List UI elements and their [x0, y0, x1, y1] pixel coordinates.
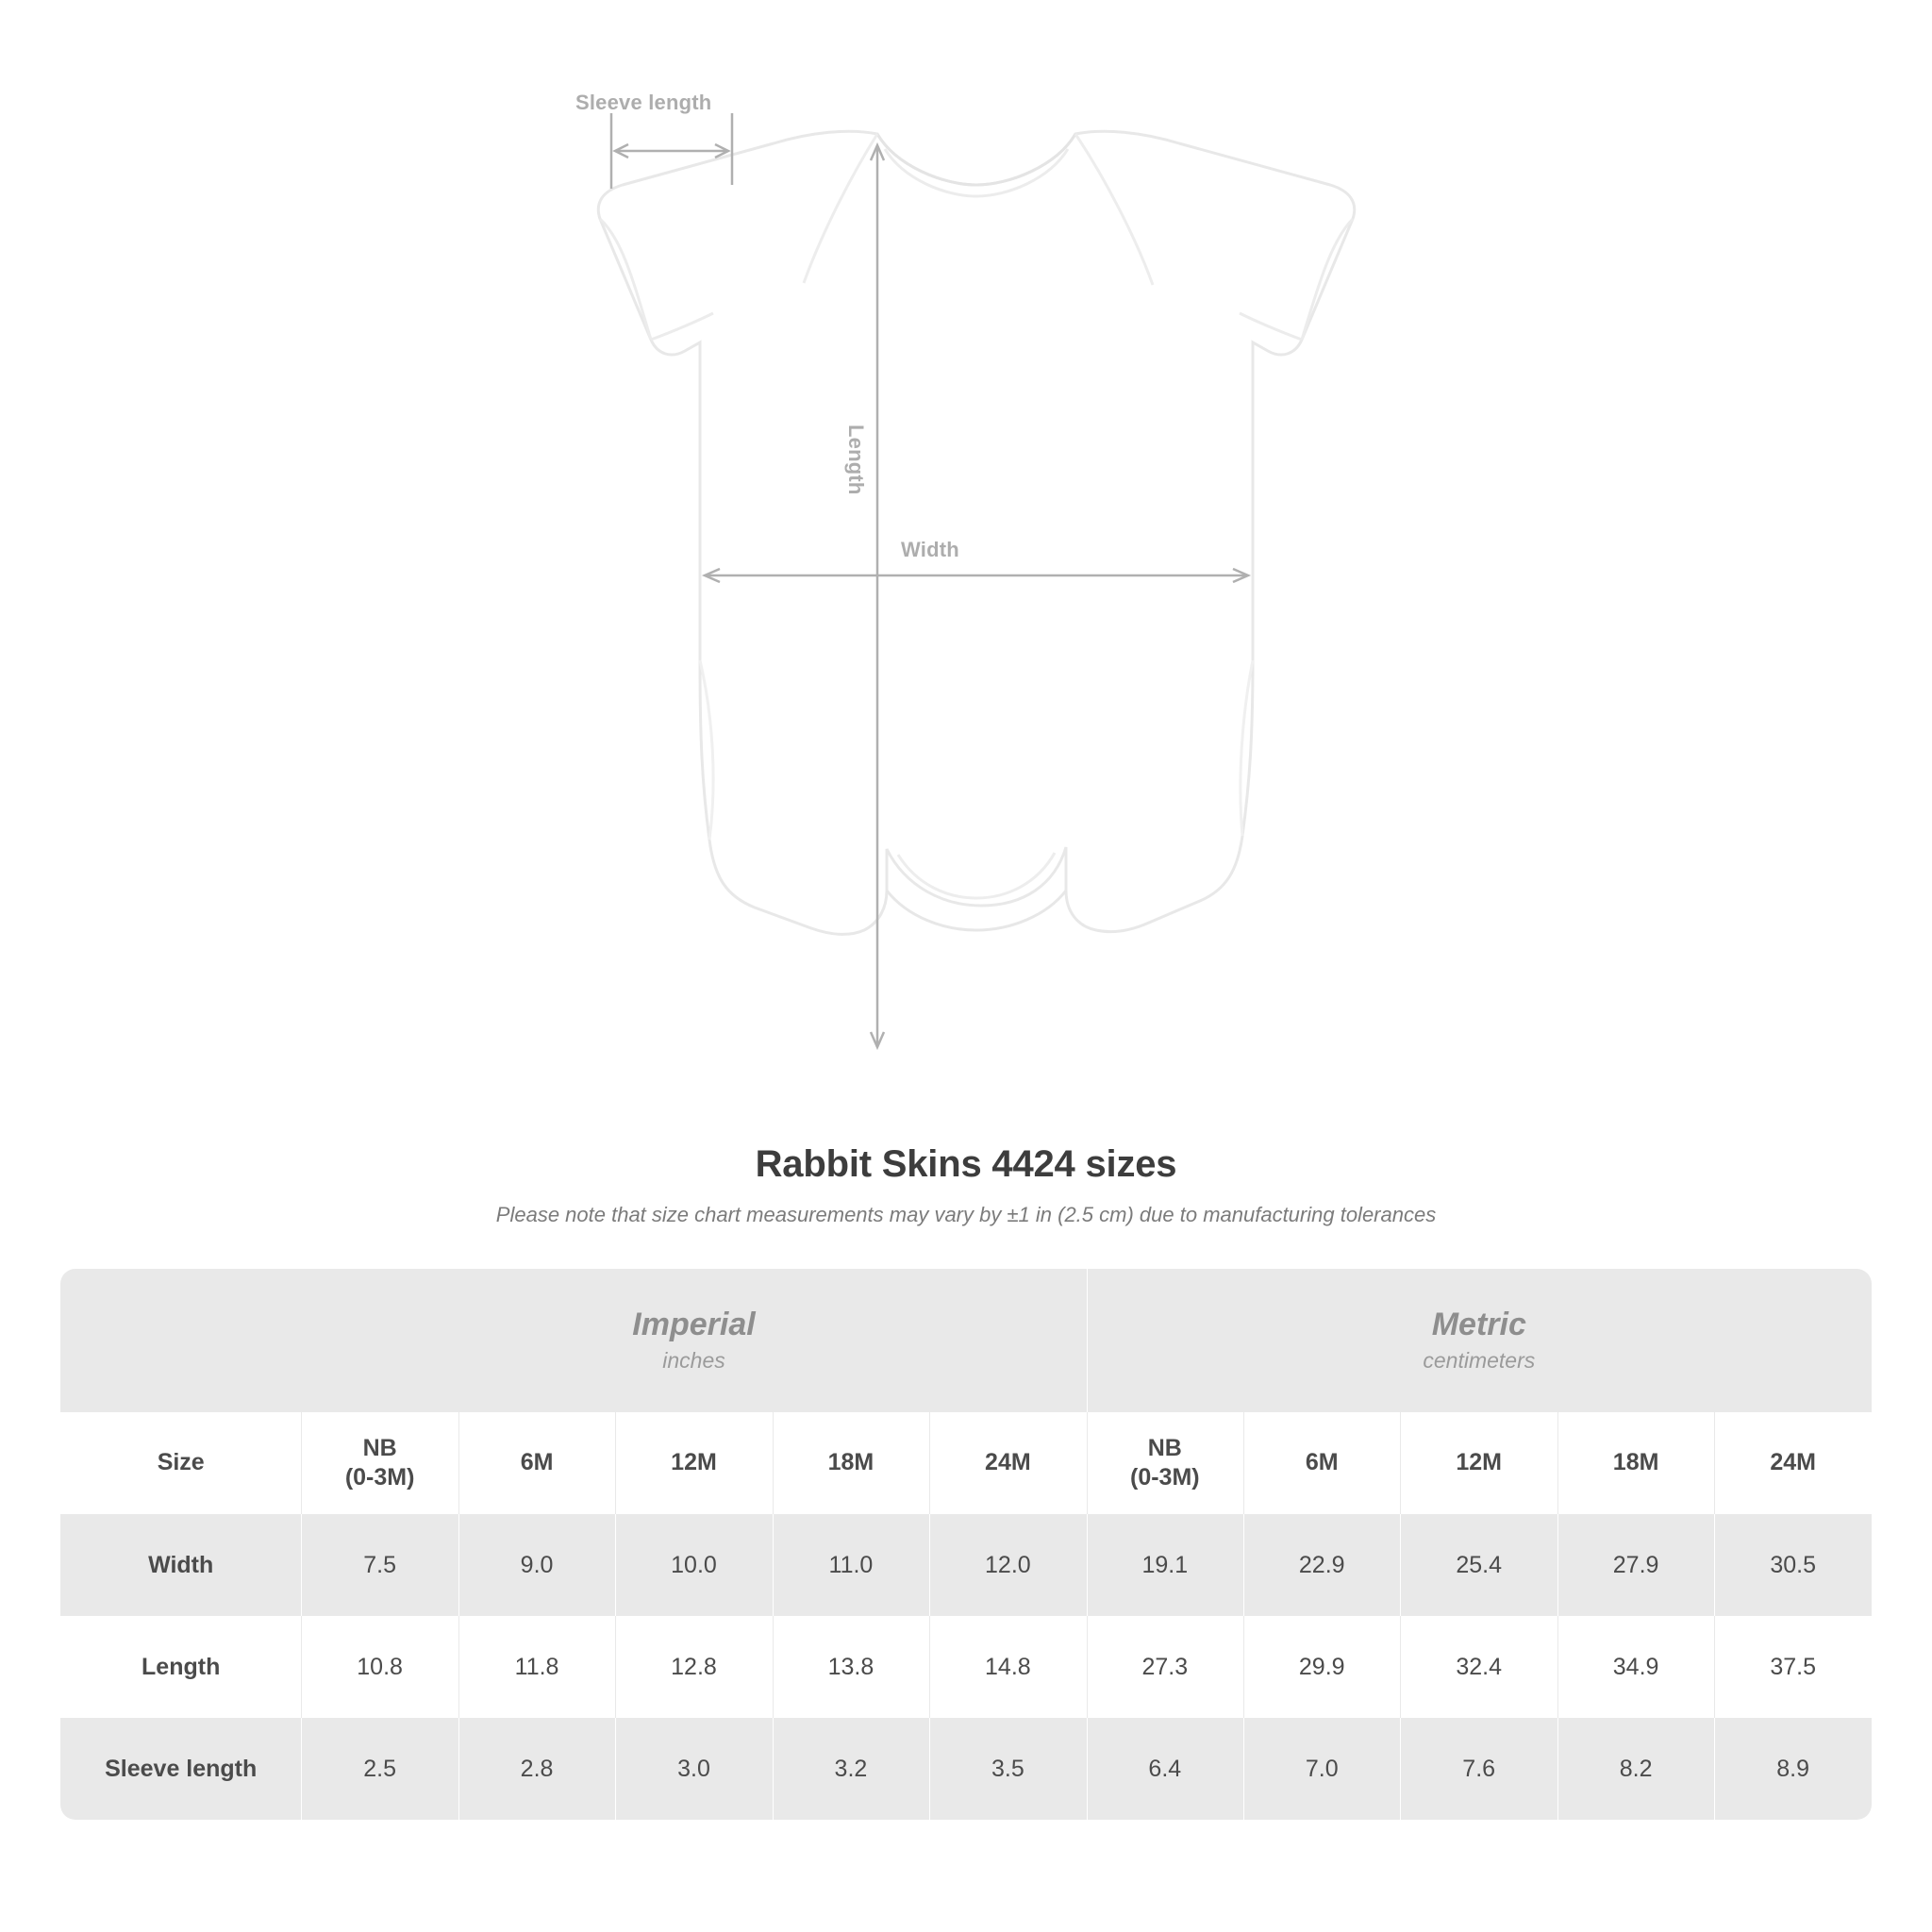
cell-sleeve-24m-cm: 8.9 — [1714, 1718, 1872, 1820]
row-label-sleeve-length: Sleeve length — [60, 1718, 301, 1820]
size-col-line1: 12M — [671, 1449, 717, 1476]
size-header-row — [60, 1412, 1872, 1514]
size-col-line1: NB — [362, 1434, 397, 1461]
cell-sleeve-12m-cm: 7.6 — [1400, 1718, 1557, 1820]
cell-width-18m-in: 11.0 — [773, 1514, 929, 1616]
size-col-6m-imperial — [458, 1412, 615, 1514]
size-col-line1: 18M — [827, 1449, 874, 1476]
table-row — [60, 1514, 1872, 1616]
cell-length-6m-cm: 29.9 — [1243, 1616, 1400, 1718]
cell-width-6m-cm: 22.9 — [1243, 1514, 1400, 1616]
cell-length-6m-in: 11.8 — [458, 1616, 615, 1718]
sleeve-length-label: Sleeve length — [575, 91, 712, 114]
size-col-line1: 6M — [1305, 1449, 1339, 1476]
cell-width-18m-cm: 27.9 — [1557, 1514, 1714, 1616]
size-col-line2: (0-3M) — [1130, 1464, 1200, 1491]
cell-sleeve-18m-in: 3.2 — [773, 1718, 929, 1820]
table-row — [60, 1616, 1872, 1718]
unit-group-metric-name: Metric — [1431, 1306, 1526, 1342]
bodysuit-shape — [598, 131, 1354, 934]
unit-group-imperial — [301, 1269, 1086, 1412]
size-col-line2: (0-3M) — [344, 1464, 415, 1491]
size-col-18m-metric — [1557, 1412, 1714, 1514]
cell-width-24m-in: 12.0 — [929, 1514, 1086, 1616]
size-col-line1: NB — [1147, 1434, 1182, 1461]
unit-group-imperial-name: Imperial — [632, 1306, 756, 1342]
size-col-6m-metric — [1243, 1412, 1400, 1514]
size-table-wrapper — [60, 1269, 1872, 1820]
size-col-line1: 24M — [1770, 1449, 1816, 1476]
cell-length-24m-cm: 37.5 — [1714, 1616, 1872, 1718]
unit-group-metric-sub: centimeters — [1423, 1348, 1536, 1373]
cell-width-6m-in: 9.0 — [458, 1514, 615, 1616]
size-col-line1: 24M — [985, 1449, 1031, 1476]
cell-sleeve-6m-in: 2.8 — [458, 1718, 615, 1820]
cell-length-nb-in: 10.8 — [301, 1616, 458, 1718]
width-label: Width — [901, 538, 959, 561]
cell-width-nb-cm: 19.1 — [1087, 1514, 1243, 1616]
cell-sleeve-nb-cm: 6.4 — [1087, 1718, 1243, 1820]
cell-length-24m-in: 14.8 — [929, 1616, 1086, 1718]
cell-sleeve-24m-in: 3.5 — [929, 1718, 1086, 1820]
cell-sleeve-18m-cm: 8.2 — [1557, 1718, 1714, 1820]
row-label-width: Width — [60, 1514, 301, 1616]
size-table — [60, 1269, 1872, 1820]
size-col-line1: 6M — [520, 1449, 554, 1476]
table-row — [60, 1718, 1872, 1820]
cell-length-12m-in: 12.8 — [615, 1616, 772, 1718]
length-label: Length — [844, 425, 868, 495]
unit-group-metric — [1087, 1269, 1872, 1412]
cell-sleeve-6m-cm: 7.0 — [1243, 1718, 1400, 1820]
cell-length-nb-cm: 27.3 — [1087, 1616, 1243, 1718]
cell-sleeve-12m-in: 3.0 — [615, 1718, 772, 1820]
size-col-24m-imperial — [929, 1412, 1086, 1514]
size-col-line1: 12M — [1456, 1449, 1502, 1476]
cell-width-12m-in: 10.0 — [615, 1514, 772, 1616]
cell-width-24m-cm: 30.5 — [1714, 1514, 1872, 1616]
unit-group-imperial-sub: inches — [662, 1348, 725, 1373]
cell-width-nb-in: 7.5 — [301, 1514, 458, 1616]
unit-group-row — [60, 1269, 1872, 1412]
cell-length-12m-cm: 32.4 — [1400, 1616, 1557, 1718]
size-col-24m-metric — [1714, 1412, 1872, 1514]
size-header-label: Size — [60, 1412, 301, 1514]
cell-length-18m-in: 13.8 — [773, 1616, 929, 1718]
cell-sleeve-nb-in: 2.5 — [301, 1718, 458, 1820]
cell-width-12m-cm: 25.4 — [1400, 1514, 1557, 1616]
title-block — [0, 1143, 1932, 1227]
unit-spacer-cell — [60, 1269, 301, 1412]
size-col-nb-metric — [1087, 1412, 1243, 1514]
size-col-18m-imperial — [773, 1412, 929, 1514]
size-col-12m-imperial — [615, 1412, 772, 1514]
size-col-line1: 18M — [1612, 1449, 1659, 1476]
tolerance-note: Please note that size chart measurements may vary by ±1 in (2.5 cm) due to manufacturing tolerances — [495, 1203, 1437, 1226]
cell-length-18m-cm: 34.9 — [1557, 1616, 1714, 1718]
row-label-length: Length — [60, 1616, 301, 1718]
size-col-12m-metric — [1400, 1412, 1557, 1514]
size-col-nb-imperial — [301, 1412, 458, 1514]
page-title: Rabbit Skins 4424 sizes — [755, 1143, 1177, 1185]
